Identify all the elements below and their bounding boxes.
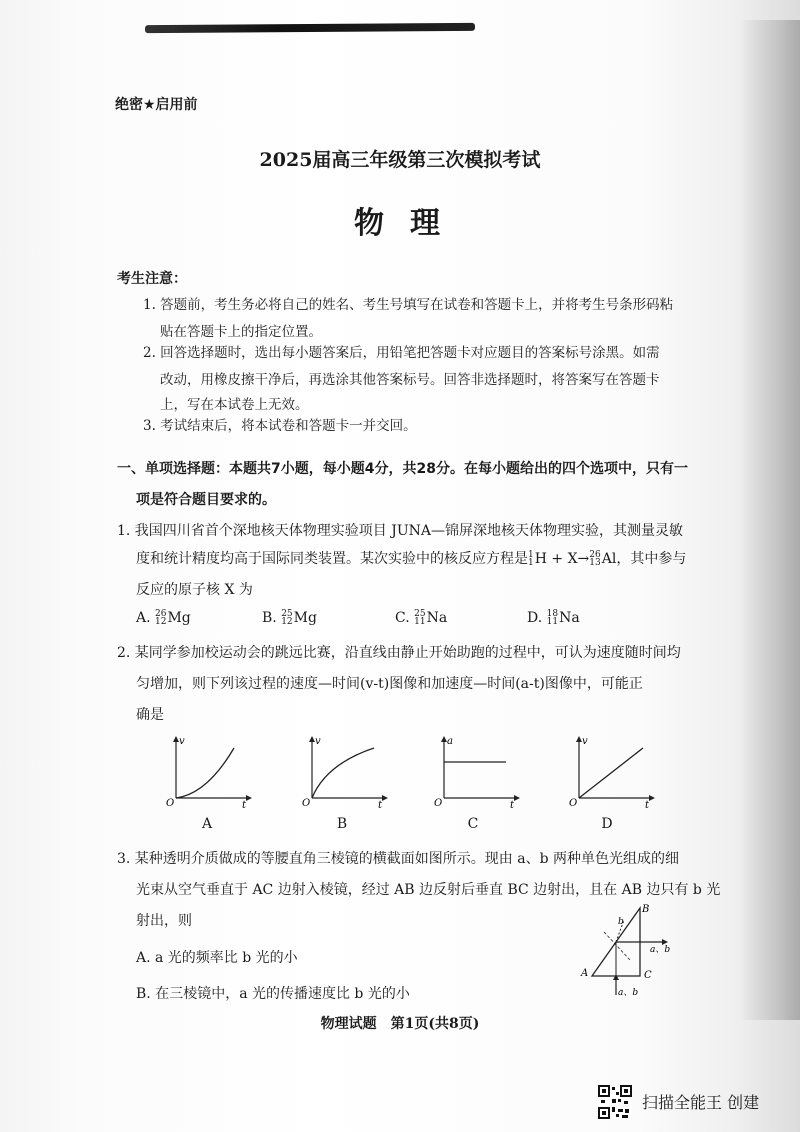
prism-ray-ab-right: a、b xyxy=(650,945,671,955)
graph-b-vt-curve-down xyxy=(298,734,388,809)
notice-item-2-cont: 改动，用橡皮擦干净后，再选涂其他答案标号。回答非选择题时，将答案写在答题卡 xyxy=(160,372,660,388)
q1-option-c: C. 25 11 Na xyxy=(395,609,448,627)
prism-figure xyxy=(578,898,678,998)
graph-d-y-label: v xyxy=(582,736,588,747)
h-nuclide-numbers: 1 1 xyxy=(528,550,534,568)
graph-c-x-label: t xyxy=(510,800,515,809)
q1-option-a: A. 26 12 Mg xyxy=(136,609,191,627)
subject-title: 物理 xyxy=(354,206,466,241)
q3-line1: 3. 某种透明介质做成的等腰直角三棱镜的横截面如图所示。现由 a、b 两种单色光组成的细 xyxy=(117,851,680,867)
al-nuclide-numbers: 26 13 xyxy=(589,550,601,568)
graph-d-x-label: t xyxy=(645,800,650,809)
graph-b-x-label: t xyxy=(378,800,383,809)
qr-code-icon xyxy=(598,1085,632,1119)
graph-c-at-constant xyxy=(430,734,520,809)
q1-line1: 1. 我国四川省首个深地核天体物理实验项目 JUNA—锦屏深地核天体物理实验，其测量灵敏 xyxy=(117,523,684,539)
graph-c-origin: O xyxy=(434,798,443,809)
q1-line2-end: ，其中参与 xyxy=(616,551,687,567)
graph-d-origin: O xyxy=(569,798,578,809)
section-heading: 一、单项选择题：本题共7小题，每小题4分，共28分。在每小题给出的四个选项中，只有一 xyxy=(117,461,688,477)
scan-top-bar xyxy=(145,23,475,33)
graph-a-origin: O xyxy=(166,798,175,809)
scanner-watermark: 扫描全能王 创建 xyxy=(642,1093,760,1112)
prism-vertex-c: C xyxy=(644,970,652,981)
notice-item-2-cont2: 上，写在本试卷上无效。 xyxy=(160,397,309,413)
graph-d-vt-linear xyxy=(565,734,655,809)
graph-b-label: B xyxy=(336,816,348,832)
q2-line1: 2. 某同学参加校运动会的跳远比赛，沿直线由静止开始助跑的过程中，可认为速度随时间均 xyxy=(117,645,681,661)
q3-line3: 射出，则 xyxy=(136,913,192,929)
graph-b-y-label: v xyxy=(315,736,321,747)
q1-line2 xyxy=(136,548,686,568)
q3-line2: 光束从空气垂直于 AC 边射入棱镜，经过 AB 边反射后垂直 BC 边射出，且在 AB 边只有 b 光 xyxy=(136,882,721,898)
q2-line2: 匀增加，则下列该过程的速度—时间(v-t)图像和加速度—时间(a-t)图像中，可能正 xyxy=(136,676,643,692)
graph-a-vt-curve-up xyxy=(162,734,252,809)
section-heading-cont: 项是符合题目要求的。 xyxy=(136,492,276,508)
notice-item-2: 2. 回答选择题时，选出每小题答案后，用铅笔把答题卡对应题目的答案标号涂黑。如需 xyxy=(143,345,660,361)
exam-title: 2025届高三年级第三次模拟考试 xyxy=(259,149,541,171)
q1-option-b: B. 25 12 Mg xyxy=(262,609,317,627)
graph-a-x-label: t xyxy=(242,800,247,809)
graph-c-label: C xyxy=(467,816,479,832)
notice-item-1: 1. 答题前，考生务必将自己的姓名、考生号填写在试卷和答题卡上，并将考生号条形码粘 xyxy=(143,297,674,313)
graph-c-y-label: a xyxy=(447,736,453,747)
graph-d-label: D xyxy=(601,816,613,832)
notice-item-1-cont: 贴在答题卡上的指定位置。 xyxy=(160,324,322,340)
q1-option-d: D. 18 11 Na xyxy=(527,609,580,627)
q3-option-a: A. a 光的频率比 b 光的小 xyxy=(136,950,298,966)
q2-line3: 确是 xyxy=(136,707,164,723)
graph-a-y-label: v xyxy=(179,736,185,747)
notice-item-3: 3. 考试结束后，将本试卷和答题卡一并交回。 xyxy=(143,418,417,434)
prism-ray-ab-bottom: a、b xyxy=(618,988,639,998)
eq-plus: + X→ xyxy=(546,551,590,567)
graph-a-label: A xyxy=(201,816,213,832)
graph-b-origin: O xyxy=(302,798,311,809)
q3-option-b: B. 在三棱镜中，a 光的传播速度比 b 光的小 xyxy=(136,986,410,1002)
q1-line2-text: 度和统计精度均高于国际同类装置。某次实验中的核反应方程是 xyxy=(136,551,528,567)
q1-line3: 反应的原子核 X 为 xyxy=(136,582,253,598)
confidential-mark: 绝密★启用前 xyxy=(115,97,198,113)
prism-ray-b: b xyxy=(618,917,624,927)
al-symbol: Al xyxy=(601,551,617,567)
prism-vertex-b: B xyxy=(642,904,650,915)
page-footer: 物理试题 第1页(共8页) xyxy=(320,1016,480,1032)
h-symbol: H xyxy=(534,551,547,567)
prism-vertex-a: A xyxy=(581,968,589,979)
notice-heading: 考生注意： xyxy=(117,271,187,287)
